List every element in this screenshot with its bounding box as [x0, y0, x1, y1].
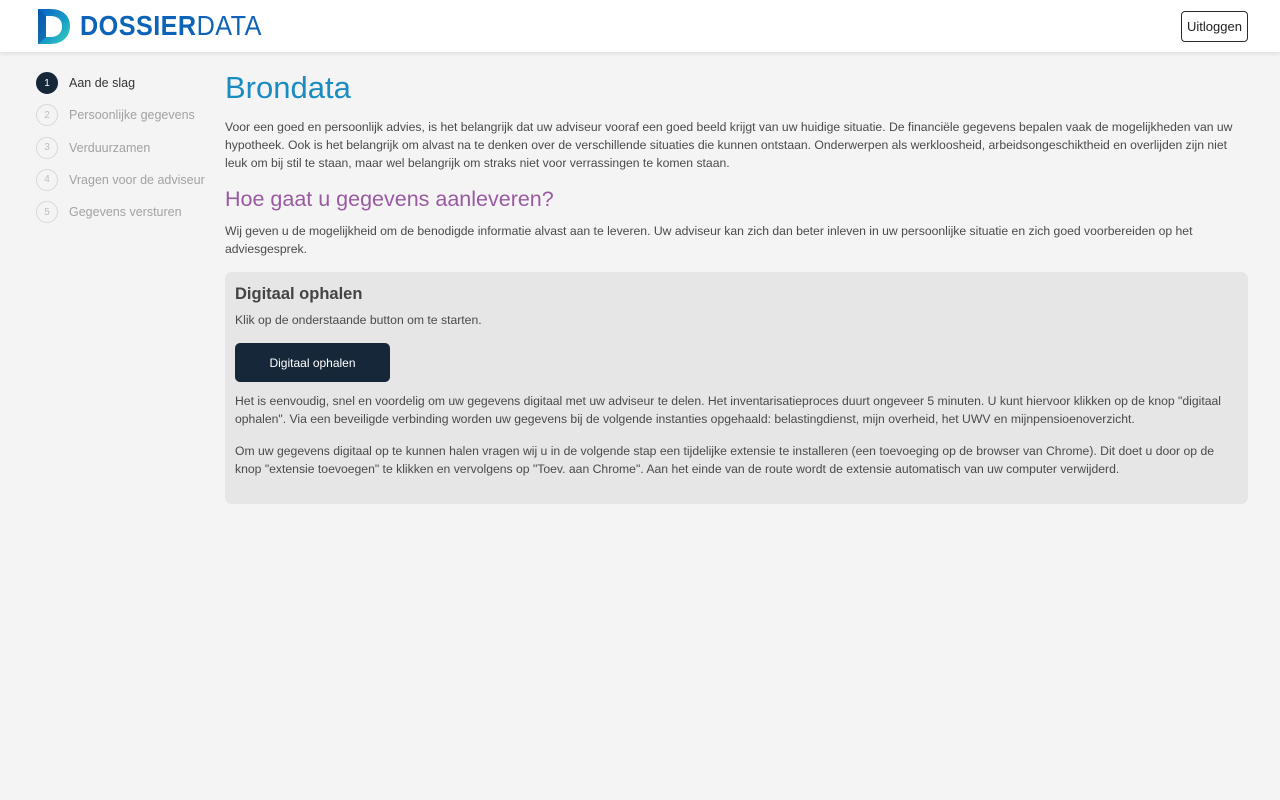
- main-content: [225, 68, 1248, 504]
- step-label: Gegevens versturen: [69, 205, 182, 220]
- page-title: Brondata: [225, 70, 351, 105]
- dossierdata-logo[interactable]: [36, 6, 282, 46]
- card-intro: Klik op de onderstaande button om te starten.: [235, 313, 482, 327]
- sidebar-step-persoonlijke-gegevens[interactable]: [36, 104, 216, 126]
- dossierdata-logo-icon: [36, 6, 72, 46]
- logo-text-light: DATA: [196, 10, 262, 41]
- intro-paragraph: Voor een goed en persoonlijk advies, is het belangrijk dat uw adviseur vooraf een goed beeld krijgt van uw huidige situatie. De financiële gegevens bepalen vaak de mogelijkheden van uw hypotheek. Ook is het belangrijk om alvast na te denken over de verschillende situaties die kunnen ontstaan. Onderwerpen als werkloosheid, arbeidsongeschiktheid en overlijden zijn niet leuk om bij stil te staan, maar wel belangrijk om straks niet voor verrassingen te komen staan.: [225, 120, 1233, 170]
- card-info-paragraph: Het is eenvoudig, snel en voordelig om uw gegevens digitaal met uw adviseur te delen. Het inventarisatieproces duurt ongeveer 5 minuten. U kunt hiervoor klikken op de knop "digitaal ophalen". Via een beveiligde verbinding worden uw gegevens bij de volgende instanties opgehaald: belastingdienst, mijn overheid, het UWV en mijnpensioenoverzicht.: [235, 394, 1221, 426]
- step-number-badge: 1: [36, 72, 58, 94]
- step-label: Vragen voor de adviseur: [69, 172, 205, 187]
- step-number-badge: 2: [36, 104, 58, 126]
- digitaal-ophalen-card: [225, 272, 1248, 504]
- step-label: Verduurzamen: [69, 140, 151, 155]
- step-number-badge: 4: [36, 169, 58, 191]
- step-number-badge: 5: [36, 201, 58, 223]
- top-header: [0, 0, 1280, 53]
- card-extension-paragraph: Om uw gegevens digitaal op te kunnen halen vragen wij u in de volgende stap een tijdelijke extensie te installeren (een toevoeging op de browser van Chrome). Dit doet u door op de knop "extensie toevoegen" te klikken en vervolgens op "Toev. aan Chrome". Aan het einde van de route wordt de extensie automatisch van uw computer verwijderd.: [235, 444, 1214, 476]
- sidebar-step-verduurzamen[interactable]: [36, 137, 216, 159]
- logo-text-bold: DOSSIER: [80, 10, 197, 41]
- step-label: Aan de slag: [69, 76, 136, 90]
- step-sidebar: [36, 72, 216, 233]
- logo-wordmark: [80, 6, 262, 46]
- sidebar-step-gegevens-versturen[interactable]: [36, 201, 216, 223]
- sidebar-step-aan-de-slag[interactable]: [36, 72, 216, 94]
- digitaal-ophalen-button[interactable]: Digitaal ophalen: [235, 343, 390, 382]
- sidebar-step-vragen-voor-de-adviseur[interactable]: [36, 169, 216, 191]
- step-number-badge: 3: [36, 137, 58, 159]
- section-intro-paragraph: Wij geven u de mogelijkheid om de benodigde informatie alvast aan te leveren. Uw adviseur kan zich dan beter inleven in uw persoonlijke situatie en zich goed voorbereiden op het adviesgesprek.: [225, 224, 1193, 256]
- card-title: Digitaal ophalen: [235, 285, 363, 303]
- logout-button[interactable]: Uitloggen: [1181, 11, 1248, 42]
- step-label: Persoonlijke gegevens: [69, 108, 195, 123]
- section-subtitle: Hoe gaat u gegevens aanleveren?: [225, 187, 554, 211]
